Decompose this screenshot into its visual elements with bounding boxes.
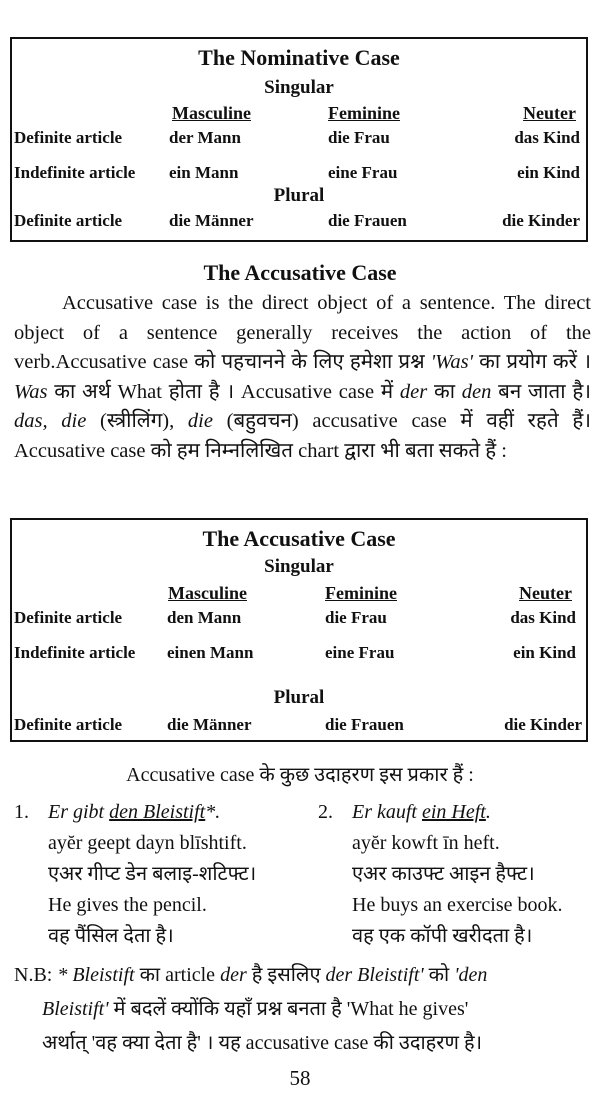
text-run: (बहुवचन) accusative case में वहीं रहते हैं। Accusative case को हम निम्नलिखित chart द्वारा भी बता सकते हैं : [14,410,591,462]
row-label: Definite article [14,715,123,734]
cell-neuter: ein Kind [517,163,580,182]
nb-line-1 [14,960,487,990]
example-hindi-pronunciation: एअर काउफ्ट आइन हैफ्ट। [352,863,535,885]
text-run: का प्रयोग करें । [472,351,592,373]
cell-feminine: eine Frau [328,163,398,182]
text-run: Was [14,380,48,403]
text-run: der Bleistift' [325,964,424,986]
text-run: . [485,801,491,823]
underlined-object: den Bleistift [109,801,206,823]
cell-masculine: der Mann [169,128,241,147]
cell-feminine: die Frau [325,608,387,627]
example-german [352,797,491,827]
text-run: का article [134,964,221,986]
row-label: Definite article [14,128,123,147]
example-hindi-pronunciation: एअर गीप्ट डेन बलाइ-शटिफ्ट। [48,863,257,885]
plural-label: Plural [273,687,325,708]
text-run: है इसलिए [246,964,326,986]
section-heading: The Accusative Case [203,260,397,285]
example-hindi: वह एक कॉपी खरीदता है। [352,925,533,947]
underlined-object: ein Heft [422,801,486,823]
cell-masculine: die Männer [169,211,254,230]
cell-neuter: das Kind [514,128,580,147]
table-title: The Accusative Case [202,526,396,551]
cell-feminine: die Frau [328,128,390,147]
nb-line-3: अर्थात् 'वह क्या देता है' । यह accusative case की उदाहरण है। [42,1032,483,1054]
nominative-case-table [10,37,588,242]
page-number: 58 [289,1066,311,1090]
cell-feminine: die Frauen [325,715,404,734]
text-run: Bleistift' [42,998,109,1020]
example-pronunciation: ayĕr kowft īn heft. [352,832,500,854]
text-run: (स्त्रीलिंग), [86,410,188,432]
text-run: Accusative case is the direct object of a sentence. The direct object of a sentence generally receives the action of the verb.Accusative case को पहचानने के लिए हमेशा प्रश्न [14,292,591,373]
row-label: Indefinite article [14,643,136,662]
text-run: Er kauft [352,801,422,823]
cell-masculine: die Männer [167,715,252,734]
text-run: der [220,964,247,986]
text-run: der [399,380,428,403]
example-english: He gives the pencil. [48,894,207,916]
plural-label: Plural [273,185,325,206]
text-run: N.B: [14,964,58,986]
header-neuter: Neuter [519,583,572,603]
nb-line-2 [42,994,468,1024]
singular-label: Singular [264,556,334,577]
cell-neuter: die Kinder [504,715,582,734]
text-run: die [187,410,213,432]
cell-feminine: die Frauen [328,211,407,230]
header-masculine: Masculine [168,583,247,603]
explanation-paragraph [14,289,591,466]
singular-label: Singular [264,77,334,98]
header-feminine: Feminine [325,583,397,603]
text-run: को [423,964,455,986]
row-label: Indefinite article [14,163,136,182]
row-label: Definite article [14,608,123,627]
text-run: में बदलें क्योंकि यहाँ प्रश्न बनता है 'What he gives' [108,998,469,1020]
example-german [48,797,220,827]
text-run: *. [205,801,221,823]
text-run: का अर्थ What होता है । Accusative case में [47,380,400,403]
accusative-case-table [10,518,588,742]
text-run: का [427,380,462,403]
row-label: Definite article [14,211,123,230]
cell-masculine: den Mann [167,608,242,627]
cell-masculine: einen Mann [167,643,254,662]
table-title: The Nominative Case [198,45,400,70]
header-feminine: Feminine [328,103,400,123]
text-run: * Bleistift [57,964,135,986]
text-run: den [461,380,492,403]
example-number: 1. [14,801,29,823]
cell-neuter: ein Kind [513,643,576,662]
cell-neuter: das Kind [510,608,576,627]
text-run: 'den [454,964,488,986]
header-masculine: Masculine [172,103,251,123]
examples-intro: Accusative case के कुछ उदाहरण इस प्रकार हैं : [126,764,474,786]
example-english: He buys an exercise book. [352,894,563,916]
cell-neuter: die Kinder [502,211,580,230]
text-run: Er gibt [48,801,110,823]
accusative-explanation [14,289,591,466]
cell-masculine: ein Mann [169,163,239,182]
header-neuter: Neuter [523,103,576,123]
cell-feminine: eine Frau [325,643,395,662]
example-number: 2. [318,801,333,823]
text-run: बन जाता है। [491,380,591,403]
text-run: das, die [14,410,87,432]
text-run: 'Was' [430,351,473,373]
example-hindi: वह पैंसिल देता है। [48,925,174,947]
example-pronunciation: ayĕr geept dayn blīshtift. [48,832,247,854]
